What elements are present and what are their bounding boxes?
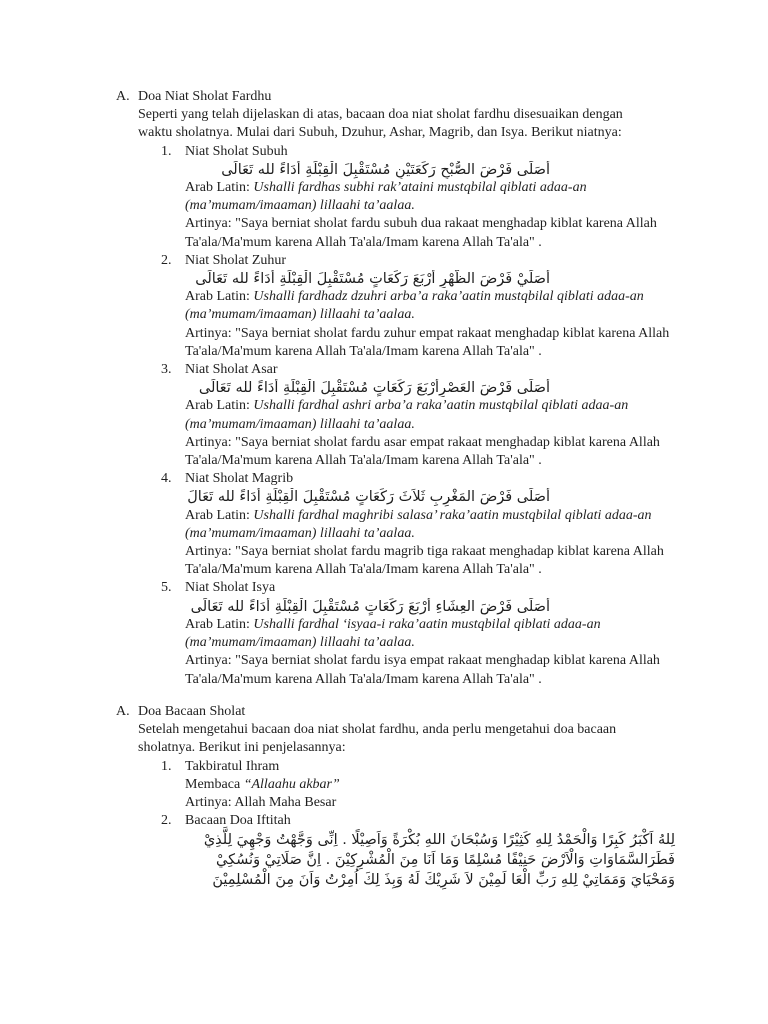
read-label: Membaca: [185, 776, 241, 792]
latin-text: Ushalli fardhas subhi rak’ataini mustqbilal qiblati adaa-an (ma’mumam/imaaman) lillaahi ta’aalaa.: [185, 180, 587, 214]
section-title: Doa Niat Sholat Fardhu: [138, 89, 272, 104]
latin-text: Ushalli fardhal ‘isyaa-i raka’aatin mustqbilal qiblati adaa-an (ma’mumam/imaaman) lillaahi ta’aalaa.: [185, 616, 601, 651]
section-intro: Seperti yang telah dijelaskan di atas, bacaan doa niat sholat fardhu disesuaikan dengan waktu sholatnya. Mulai dari Subuh, Dzuhur, Ashar, Magrib, dan Isya. Berikut niatnya:: [138, 107, 623, 141]
latin-text: Ushalli fardhadz dzuhri arba’a raka’aatin mustqbilal qiblati adaa-an (ma’mumam/imaaman) lillaahi ta’aalaa.: [185, 289, 644, 323]
item-title: Niat Sholat Asar: [185, 362, 278, 378]
read-text: “Allaahu akbar”: [243, 776, 340, 792]
item-title: Niat Sholat Subuh: [185, 143, 288, 159]
section-heading: [116, 88, 676, 106]
section-letter: A.: [116, 704, 130, 719]
list-item: [161, 812, 676, 890]
item-title: Bacaan Doa Iftitah: [185, 813, 291, 829]
meaning-text: Artinya: "Saya berniat sholat fardu isya empat rakaat menghadap kiblat karena Allah Ta'ala/Ma'mum karena Allah Ta'ala/Imam karena Allah Ta'ala" .: [185, 653, 660, 687]
section-body: [116, 106, 676, 689]
latin-label: Arab Latin:: [185, 398, 250, 414]
section-heading: [116, 703, 676, 721]
list-item: [161, 579, 676, 688]
item-number: 2.: [161, 252, 172, 268]
item-number: 1.: [161, 758, 172, 774]
arabic-text: أُصَلِّى فَرْضَ المَغْرِبِ ثَلاَثَ رَكَعَاتٍ مُسْتَقْبِلَ الْقِبْلَةِ أَدَاءً لله تَعَالَ: [187, 489, 550, 506]
meaning-text: Artinya: "Saya berniat sholat fardu magrib tiga rakaat menghadap kiblat karena Allah Ta'ala/Ma'mum karena Allah Ta'ala/Imam karena Allah Ta'ala" .: [185, 544, 664, 578]
list-item: [161, 470, 676, 579]
arabic-text: أُصَلِّيْ فَرْضَ الظُّهْرِ أَرْبَعَ رَكَعَاتٍ مُسْتَقْبِلَ الْقِبْلَةِ أَدَاءً لله تَعَالَى: [195, 271, 550, 288]
meaning-text: Artinya: "Saya berniat sholat fardu zuhur empat rakaat menghadap kiblat karena Allah Ta'ala/Ma'mum karena Allah Ta'ala/Imam karena Allah Ta'ala" .: [185, 325, 670, 359]
latin-line: [185, 616, 676, 652]
meaning-text: Artinya: "Saya berniat sholat fardu subuh dua rakaat menghadap kiblat karena Allah Ta'ala/Ma'mum karena Allah Ta'ala/Imam karena Allah Ta'ala" .: [185, 216, 657, 250]
bacaan-list: [138, 758, 676, 891]
item-number: 2.: [161, 813, 172, 829]
section-bacaan-sholat: [116, 703, 676, 890]
latin-label: Arab Latin:: [185, 180, 250, 196]
list-item: [161, 361, 676, 470]
item-number: 1.: [161, 143, 172, 159]
list-item: [161, 252, 676, 361]
list-item: [161, 143, 676, 252]
list-item: [161, 758, 676, 813]
latin-line: [185, 288, 676, 324]
latin-text: Ushalli fardhal maghribi salasa’ raka’aatin mustqbilal qiblati adaa-an (ma’mumam/imaaman) lillaahi ta’aalaa.: [185, 507, 652, 541]
latin-label: Arab Latin:: [185, 616, 250, 632]
arabic-text: أُصَلِّى فَرْضَ العَصْرِأَرْبَعَ رَكَعَاتٍ مُسْتَقْبِلَ الْقِبْلَةِ أَدَاءً لله تَعَالَى: [198, 380, 550, 397]
arabic-text: أُصَلِّى فَرْضَ العِشَاءِ أَرْبَعَ رَكَعَاتٍ مُسْتَقْبِلَ الْقِبْلَةِ أَدَاءً لله تَعَالَى: [190, 598, 550, 615]
latin-line: [185, 179, 676, 215]
item-title: Niat Sholat Magrib: [185, 471, 294, 487]
meaning-text: Artinya: Allah Maha Besar: [185, 795, 337, 811]
niat-list: [138, 143, 676, 689]
latin-line: [185, 507, 676, 543]
section-intro: Setelah mengetahui bacaan doa niat sholat fardhu, anda perlu mengetahui doa bacaan sholatnya. Berikut ini penjelasannya:: [138, 722, 617, 756]
section-niat-sholat: [116, 88, 676, 689]
arabic-text: أُصَلِّى فَرْضَ الصُّبْحِ رَكَعَتَيْنِ مُسْتَقْبِلَ الْقِبْلَةِ أَدَاءً لله تَعَالَى: [221, 161, 550, 178]
item-number: 3.: [161, 362, 172, 378]
item-number: 4.: [161, 471, 172, 487]
latin-text: Ushalli fardhal ashri arba’a raka’aatin mustqbilal qiblati adaa-an (ma’mumam/imaaman) lillaahi ta’aalaa.: [185, 398, 629, 432]
item-title: Niat Sholat Isya: [185, 580, 276, 596]
latin-label: Arab Latin:: [185, 289, 250, 305]
section-body: [116, 721, 676, 890]
meaning-text: Artinya: "Saya berniat sholat fardu asar empat rakaat menghadap kiblat karena Allah Ta'ala/Ma'mum karena Allah Ta'ala/Imam karena Allah Ta'ala" .: [185, 434, 660, 469]
item-number: 5.: [161, 580, 172, 596]
item-title: Niat Sholat Zuhur: [185, 252, 287, 268]
latin-label: Arab Latin:: [185, 507, 250, 523]
item-title: Takbiratul Ihram: [185, 758, 280, 774]
section-title: Doa Bacaan Sholat: [138, 704, 246, 719]
section-letter: A.: [116, 89, 130, 104]
read-line: [185, 776, 676, 794]
latin-line: [185, 397, 676, 433]
arabic-text: لِلهُ اَكْبَرُ كَبِرًا وَالْحَمْدُ لِلهِ كَثِيْرًا وَسُبْحَانَ اللهِ بُكْرَةً وَاَصِيْلًا . اِنِّى وَجَّهْتُ وَجْهِيَ لِلَّذِيْ فَطَرَالسَّمَاوَاتِ وَالْاَرْضَ حَنِيْفًا مُسْلِمًا وَمَا اَنَا مِنَ الْمُشْرِكِيْنَ . اِنَّ صَلَاتِيْ وَنُسُكِيْ وَمَحْيَايَ وَمَمَاتِيْ لِلهِ رَبِّ الْعَا لَمِيْنَ لاَ شَرِيْكَ لَهُ وَبِذَ لِكَ اُمِرْتُ وَاَنَ مِنَ الْمُسْلِمِيْنَ: [203, 832, 675, 889]
